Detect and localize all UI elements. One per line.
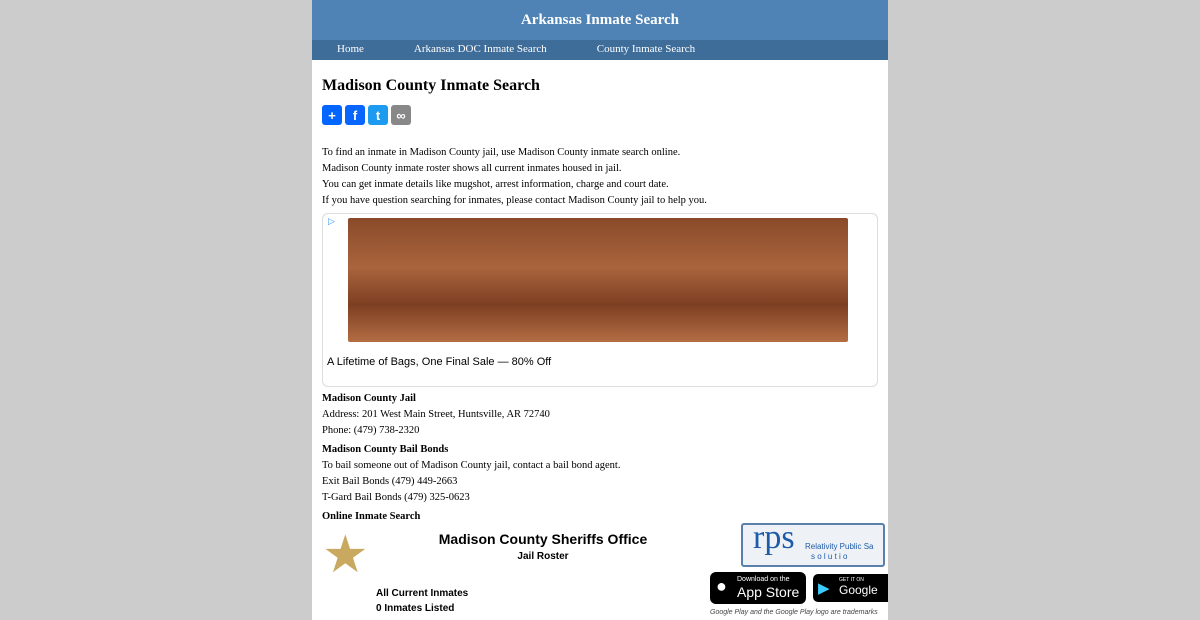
google-play-button[interactable]: ▶ GET IT ON Google: [813, 574, 888, 602]
bail-title: Madison County Bail Bonds: [322, 444, 449, 455]
ad-choices-icon[interactable]: ▷: [328, 216, 335, 226]
roster-embed: [322, 525, 878, 620]
intro-line: To find an inmate in Madison County jail, use Madison County inmate search online.: [322, 147, 681, 158]
nav-home[interactable]: Home: [337, 43, 364, 55]
inmate-count: 0 Inmates Listed: [376, 603, 455, 614]
google-play-icon: ▶: [818, 580, 830, 597]
nav-bar: [312, 40, 888, 60]
page-title: Madison County Inmate Search: [322, 77, 540, 94]
rps-logo: rps Relativity Public Sa s o l u t i o: [741, 523, 885, 567]
page: [312, 0, 888, 620]
trademark-note: Google Play and the Google Play logo are trademarks: [710, 609, 878, 616]
online-title: Online Inmate Search: [322, 511, 421, 522]
jail-phone: Phone: (479) 738-2320: [322, 425, 420, 436]
share-plus-icon[interactable]: +: [322, 105, 342, 125]
nav-county[interactable]: County Inmate Search: [596, 43, 696, 55]
roster-subtitle: Jail Roster: [517, 551, 569, 562]
nav-arkansas-doc[interactable]: Arkansas DOC Inmate Search: [413, 43, 547, 55]
share-buttons: [322, 105, 878, 125]
sheriff-star-icon: ★: [322, 526, 369, 584]
intro-line: Madison County inmate roster shows all current inmates housed in jail.: [322, 163, 622, 174]
intro-line: If you have question searching for inmates, please contact Madison County jail to help you.: [322, 195, 707, 206]
apple-icon: ●: [716, 576, 727, 596]
copy-link-icon[interactable]: ∞: [391, 105, 411, 125]
bail-desc: To bail someone out of Madison County jail, contact a bail bond agent.: [322, 460, 621, 471]
jail-address: Address: 201 West Main Street, Huntsville, AR 72740: [322, 409, 550, 420]
facebook-icon[interactable]: f: [345, 105, 365, 125]
bail-item: Exit Bail Bonds (479) 449-2663: [322, 476, 458, 487]
office-title: Madison County Sheriffs Office: [438, 531, 648, 547]
ad-banner[interactable]: [322, 213, 878, 387]
site-title: Arkansas Inmate Search: [312, 0, 888, 40]
bail-item: T-Gard Bail Bonds (479) 325-0623: [322, 492, 470, 503]
twitter-icon[interactable]: t: [368, 105, 388, 125]
jail-title: Madison County Jail: [322, 393, 416, 404]
ad-image[interactable]: [348, 218, 848, 342]
ad-text[interactable]: A Lifetime of Bags, One Final Sale — 80% Off: [327, 356, 552, 368]
all-inmates-link[interactable]: All Current Inmates: [376, 588, 469, 599]
intro-line: You can get inmate details like mugshot, arrest information, charge and court date.: [322, 179, 669, 190]
app-store-button[interactable]: ● Download on the App Store: [710, 572, 806, 604]
